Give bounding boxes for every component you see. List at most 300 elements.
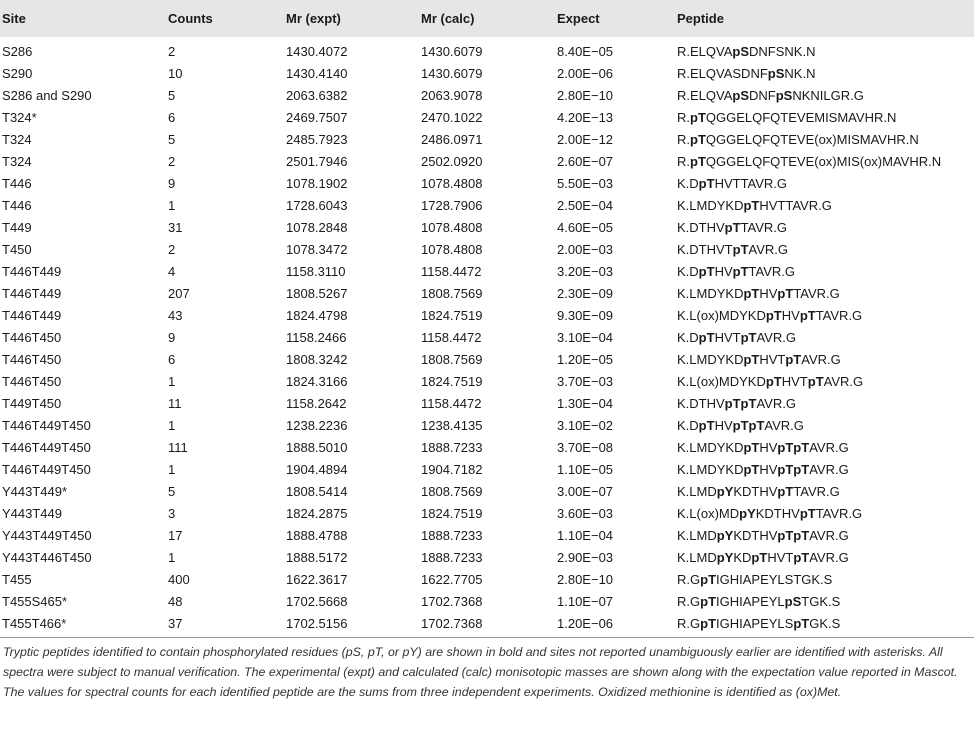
cell-mr-calc: 1078.4808 [421, 242, 483, 257]
cell-site: T446T449 [2, 264, 62, 279]
cell-mr-calc: 2502.0920 [421, 154, 483, 169]
cell-mr-calc: 1888.7233 [421, 550, 483, 565]
phospho-residue: pS [732, 44, 750, 59]
peptide-segment: HVT [781, 374, 808, 389]
cell-peptide [677, 264, 795, 279]
peptide-segment: AVR.G [748, 242, 789, 257]
table-bottom-rule [0, 637, 974, 638]
cell-peptide [677, 594, 840, 609]
peptide-segment: AVR.G [809, 440, 849, 455]
peptide-segment: NK.N [784, 66, 816, 81]
table-row [0, 481, 974, 503]
cell-mr-expt: 1808.3242 [286, 352, 348, 367]
phospho-residue: pT [700, 572, 717, 587]
cell-mr-expt: 1158.2642 [286, 396, 347, 411]
phospho-residue: pT [765, 374, 782, 389]
phospho-residue: pT [807, 374, 824, 389]
cell-mr-expt: 1888.5010 [286, 440, 348, 455]
peptide-segment: K.D [677, 176, 699, 191]
cell-mr-calc: 1904.7182 [421, 462, 483, 477]
phospho-residue: pT [732, 264, 749, 279]
cell-expect: 1.30E−04 [557, 396, 614, 411]
cell-site: T446T449T450 [2, 418, 91, 433]
cell-expect: 2.80E−10 [557, 88, 614, 103]
header-expect: Expect [557, 11, 600, 26]
peptide-segment: R.G [677, 616, 701, 631]
cell-mr-calc: 1824.7519 [421, 308, 483, 323]
cell-counts: 31 [168, 220, 183, 235]
cell-site: T455T466* [2, 616, 67, 631]
cell-site: T455 [2, 572, 32, 587]
cell-mr-calc: 1078.4808 [421, 176, 483, 191]
phospho-residue: pT [740, 330, 757, 345]
cell-site: T449 [2, 220, 32, 235]
cell-mr-calc: 1888.7233 [421, 440, 483, 455]
phospho-residue: pT [777, 484, 794, 499]
cell-mr-expt: 1238.2236 [286, 418, 348, 433]
peptide-segment: R.G [677, 594, 701, 609]
cell-peptide [677, 616, 840, 631]
cell-site: Y443T449 [2, 506, 62, 521]
cell-counts: 1 [168, 374, 176, 389]
peptide-segment: R. [677, 132, 690, 147]
table-row [0, 239, 974, 261]
cell-mr-calc: 1158.4472 [421, 396, 482, 411]
phospho-residue: pT [700, 594, 717, 609]
table-row [0, 591, 974, 613]
cell-counts: 48 [168, 594, 183, 609]
cell-mr-calc: 1078.4808 [421, 220, 483, 235]
table-row [0, 503, 974, 525]
peptide-segment: TAVR.G [815, 308, 863, 323]
phospho-residue: pT [732, 242, 749, 257]
peptide-segment: DNFSNK.N [749, 44, 816, 59]
cell-mr-expt: 1158.3110 [286, 264, 346, 279]
cell-mr-calc: 1728.7906 [421, 198, 483, 213]
peptide-segment: K.L(ox)MDYKD [677, 374, 766, 389]
phospho-residue: pT [765, 308, 782, 323]
cell-expect: 1.10E−05 [557, 462, 614, 477]
cell-mr-calc: 1824.7519 [421, 506, 483, 521]
cell-peptide [677, 66, 815, 81]
cell-site: S286 [2, 44, 33, 59]
table-row [0, 437, 974, 459]
cell-mr-expt: 1888.5172 [286, 550, 348, 565]
cell-expect: 2.00E−12 [557, 132, 614, 147]
table-row [0, 107, 974, 129]
cell-expect: 1.10E−07 [557, 594, 614, 609]
cell-peptide [677, 308, 862, 323]
cell-counts: 11 [168, 396, 182, 411]
cell-counts: 5 [168, 132, 176, 147]
peptide-segment: KDTHV [733, 484, 778, 499]
phospho-residue: pT [777, 286, 794, 301]
peptide-segment: K.LMDYKD [677, 352, 744, 367]
phospho-residue: pT [743, 352, 760, 367]
phospho-residue: pTpT [777, 462, 810, 477]
peptide-segment: IGHIAPEYLSTGK.S [716, 572, 833, 587]
cell-peptide [677, 550, 849, 565]
phospho-residue: pTpT [777, 528, 810, 543]
cell-site: Y443T449* [2, 484, 68, 499]
cell-mr-calc: 1808.7569 [421, 352, 483, 367]
cell-mr-expt: 1824.3166 [286, 374, 348, 389]
phospho-residue: pT [743, 198, 760, 213]
peptide-segment: HV [759, 462, 778, 477]
cell-site: T446T450 [2, 330, 62, 345]
cell-mr-expt: 1430.4140 [286, 66, 348, 81]
peptide-segment: HV [759, 440, 778, 455]
peptide-segment: QGGELQFQTEVE(ox)MISMAVHR.N [705, 132, 919, 147]
phospho-residue: pS [767, 66, 785, 81]
peptide-segment: K.DTHV [677, 220, 725, 235]
cell-counts: 9 [168, 176, 176, 191]
table-row [0, 129, 974, 151]
cell-expect: 5.50E−03 [557, 176, 614, 191]
cell-expect: 9.30E−09 [557, 308, 614, 323]
cell-counts: 2 [168, 154, 176, 169]
phospho-residue: pT [793, 550, 810, 565]
cell-expect: 3.20E−03 [557, 264, 614, 279]
cell-peptide [677, 440, 849, 455]
peptide-segment: KD [733, 550, 752, 565]
phospho-residue: pT [743, 462, 760, 477]
cell-expect: 3.60E−03 [557, 506, 614, 521]
peptide-segment: DNF [749, 88, 776, 103]
table-row [0, 547, 974, 569]
cell-mr-expt: 1728.6043 [286, 198, 348, 213]
peptide-segment: HVT [767, 550, 794, 565]
peptide-segment: TAVR.G [748, 264, 795, 279]
cell-peptide [677, 110, 896, 125]
table-row [0, 569, 974, 591]
peptide-segment: HV [781, 308, 800, 323]
peptide-segment: K.D [677, 330, 699, 345]
cell-site: T446 [2, 198, 32, 213]
peptide-segment: R.ELQVA [677, 88, 733, 103]
cell-expect: 1.10E−04 [557, 528, 614, 543]
cell-counts: 5 [168, 88, 176, 103]
peptide-segment: AVR.G [756, 330, 796, 345]
cell-mr-expt: 2501.7946 [286, 154, 348, 169]
peptide-segment: R. [677, 154, 690, 169]
cell-mr-calc: 1888.7233 [421, 528, 483, 543]
cell-site: T455S465* [2, 594, 68, 609]
cell-peptide [677, 418, 804, 433]
table-row [0, 173, 974, 195]
peptide-segment: AVR.G [756, 396, 796, 411]
table-row [0, 305, 974, 327]
cell-mr-calc: 1158.4472 [421, 264, 482, 279]
header-mr-calc: Mr (calc) [421, 11, 475, 26]
table-row [0, 459, 974, 481]
cell-site: T446T449 [2, 286, 62, 301]
cell-mr-calc: 1430.6079 [421, 66, 483, 81]
cell-counts: 43 [168, 308, 183, 323]
cell-counts: 1 [168, 550, 176, 565]
peptide-segment: K.LMD [677, 484, 717, 499]
cell-peptide [677, 286, 840, 301]
table-row [0, 85, 974, 107]
cell-counts: 207 [168, 286, 190, 301]
phospho-residue: pTpT [724, 396, 757, 411]
peptide-segment: K.LMDYKD [677, 462, 744, 477]
phospho-residue: pY [716, 550, 734, 565]
cell-mr-calc: 1702.7368 [421, 616, 483, 631]
table-row [0, 525, 974, 547]
peptide-segment: K.LMDYKD [677, 198, 744, 213]
cell-mr-calc: 1430.6079 [421, 44, 483, 59]
cell-mr-expt: 1808.5414 [286, 484, 348, 499]
header-peptide: Peptide [677, 11, 724, 26]
cell-expect: 8.40E−05 [557, 44, 614, 59]
table-header-row [0, 0, 974, 37]
peptide-segment: K.LMD [677, 528, 717, 543]
cell-site: T446T449T450 [2, 440, 91, 455]
cell-counts: 1 [168, 418, 176, 433]
peptide-segment: TAVR.G [815, 506, 863, 521]
cell-counts: 5 [168, 484, 176, 499]
cell-mr-expt: 1824.4798 [286, 308, 348, 323]
cell-counts: 9 [168, 330, 176, 345]
cell-mr-expt: 1158.2466 [286, 330, 347, 345]
table-footnote: Tryptic peptides identified to contain phosphorylated residues (pS, pT, or pY) are shown in bold and sites not reported unambiguously earlier are identified with asterisks. All spectra were subject to manual verification. The experimental (expt) and calculated (calc) monisotopic masses are shown along with the expectation value reported in Mascot. The values for spectral counts for each identified peptide are the sums from three independent experiments. Oxidized methionine is identified as (ox)Met. [3, 645, 958, 699]
cell-peptide [677, 88, 864, 103]
table-row [0, 63, 974, 85]
cell-peptide [677, 572, 832, 587]
peptide-segment: R.G [677, 572, 701, 587]
cell-expect: 3.70E−08 [557, 440, 614, 455]
phospho-residue: pT [690, 132, 706, 147]
peptide-segment: AVR.G [809, 462, 849, 477]
cell-counts: 37 [168, 616, 183, 631]
cell-expect: 4.60E−05 [557, 220, 614, 235]
cell-site: T446T449T450 [2, 462, 91, 477]
table-row [0, 41, 974, 63]
table-row [0, 217, 974, 239]
cell-mr-expt: 1078.2848 [286, 220, 348, 235]
phospho-residue: pT [724, 220, 741, 235]
phospho-residue: pY [739, 506, 756, 521]
phospho-residue: pT [743, 440, 760, 455]
peptide-segment: HVT [759, 352, 786, 367]
cell-expect: 1.20E−05 [557, 352, 614, 367]
phospho-residue: pTpT [732, 418, 765, 433]
cell-mr-calc: 2063.9078 [421, 88, 483, 103]
phospho-residue: pT [698, 330, 715, 345]
phospho-residue: pT [698, 264, 715, 279]
cell-site: S290 [2, 66, 33, 81]
cell-peptide [677, 132, 919, 147]
cell-mr-calc: 2470.1022 [421, 110, 483, 125]
cell-mr-expt: 1702.5156 [286, 616, 348, 631]
cell-site: Y443T446T450 [2, 550, 92, 565]
table-row [0, 613, 974, 635]
phospho-residue: pT [799, 506, 816, 521]
cell-expect: 2.60E−07 [557, 154, 614, 169]
peptide-segment: K.LMDYKD [677, 286, 744, 301]
cell-counts: 3 [168, 506, 176, 521]
peptide-segment: TAVR.G [793, 484, 840, 499]
cell-mr-expt: 2469.7507 [286, 110, 348, 125]
cell-mr-expt: 1808.5267 [286, 286, 348, 301]
cell-peptide [677, 352, 841, 367]
cell-peptide [677, 220, 787, 235]
peptide-segment: R.ELQVASDNF [677, 66, 768, 81]
cell-mr-calc: 1808.7569 [421, 286, 483, 301]
cell-counts: 1 [168, 198, 176, 213]
peptide-segment: QGGELQFQTEVE(ox)MIS(ox)MAVHR.N [705, 154, 942, 169]
cell-counts: 2 [168, 44, 176, 59]
cell-site: T324 [2, 132, 32, 147]
phospho-residue: pT [751, 550, 768, 565]
table-row [0, 371, 974, 393]
cell-site: T446T450 [2, 352, 62, 367]
phospho-residue: pT [793, 616, 810, 631]
peptide-segment: AVR.G [801, 352, 841, 367]
cell-counts: 6 [168, 110, 176, 125]
peptide-segment: TAVR.G [740, 220, 788, 235]
phospho-residue: pS [732, 88, 750, 103]
phospho-residue: pT [690, 110, 706, 125]
peptide-segment: K.DTHVT [677, 242, 733, 257]
peptide-segment: K.LMD [677, 550, 717, 565]
peptide-segment: AVR.G [809, 528, 849, 543]
peptide-segment: R. [677, 110, 690, 125]
cell-counts: 17 [168, 528, 183, 543]
peptide-segment: NKNILGR.G [792, 88, 864, 103]
peptide-segment: HV [714, 418, 733, 433]
phospho-residue: pT [700, 616, 717, 631]
peptide-segment: K.D [677, 264, 699, 279]
peptide-segment: HV [714, 264, 733, 279]
cell-counts: 1 [168, 462, 176, 477]
table-row [0, 349, 974, 371]
cell-peptide [677, 374, 863, 389]
cell-mr-calc: 2486.0971 [421, 132, 483, 147]
cell-expect: 2.80E−10 [557, 572, 614, 587]
phospho-residue: pT [799, 308, 816, 323]
cell-mr-expt: 1622.3617 [286, 572, 348, 587]
cell-peptide [677, 330, 796, 345]
table-row [0, 327, 974, 349]
cell-peptide [677, 528, 849, 543]
cell-expect: 2.90E−03 [557, 550, 614, 565]
peptide-segment: K.LMDYKD [677, 440, 744, 455]
table-row [0, 151, 974, 173]
peptide-segment: AVR.G [809, 550, 849, 565]
cell-site: T446T449 [2, 308, 62, 323]
cell-peptide [677, 44, 815, 59]
cell-counts: 10 [168, 66, 183, 81]
peptide-segment: HVT [714, 330, 741, 345]
cell-mr-calc: 1158.4472 [421, 330, 482, 345]
cell-peptide [677, 506, 862, 521]
peptide-segment: K.L(ox)MD [677, 506, 740, 521]
cell-expect: 3.10E−04 [557, 330, 614, 345]
table-row [0, 415, 974, 437]
peptide-segment: R.ELQVA [677, 44, 733, 59]
cell-mr-expt: 1078.3472 [286, 242, 348, 257]
cell-mr-expt: 1904.4894 [286, 462, 348, 477]
cell-mr-calc: 1824.7519 [421, 374, 483, 389]
phospho-residue: pS [775, 88, 793, 103]
cell-mr-expt: 1824.2875 [286, 506, 348, 521]
cell-mr-calc: 1702.7368 [421, 594, 483, 609]
cell-mr-calc: 1238.4135 [421, 418, 483, 433]
header-mr-expt: Mr (expt) [286, 11, 341, 26]
peptide-segment: QGGELQFQTEVEMISMAVHR.N [705, 110, 897, 125]
peptide-segment: K.L(ox)MDYKD [677, 308, 766, 323]
peptide-segment: IGHIAPEYL [716, 594, 785, 609]
phospho-residue: pY [716, 484, 734, 499]
peptide-segment: AVR.G [823, 374, 864, 389]
cell-expect: 3.10E−02 [557, 418, 614, 433]
cell-expect: 2.00E−03 [557, 242, 614, 257]
peptide-segment: IGHIAPEYLS [716, 616, 794, 631]
cell-expect: 1.20E−06 [557, 616, 614, 631]
cell-expect: 2.50E−04 [557, 198, 614, 213]
cell-site: T324* [2, 110, 37, 125]
peptide-segment: HVTTAVR.G [759, 198, 832, 213]
table-row [0, 393, 974, 415]
phospho-residue: pS [784, 594, 802, 609]
cell-expect: 2.00E−06 [557, 66, 614, 81]
cell-mr-calc: 1808.7569 [421, 484, 483, 499]
cell-mr-expt: 2485.7923 [286, 132, 348, 147]
cell-expect: 3.70E−03 [557, 374, 614, 389]
phospho-residue: pY [716, 528, 734, 543]
cell-site: T449T450 [2, 396, 62, 411]
peptide-segment: HVTTAVR.G [714, 176, 788, 191]
phospho-residue: pT [698, 176, 715, 191]
cell-expect: 4.20E−13 [557, 110, 614, 125]
peptide-segment: KDTHV [755, 506, 800, 521]
cell-site: T446T450 [2, 374, 62, 389]
cell-peptide [677, 176, 787, 191]
cell-mr-expt: 1430.4072 [286, 44, 348, 59]
phospho-residue: pT [690, 154, 706, 169]
cell-expect: 3.00E−07 [557, 484, 614, 499]
cell-mr-expt: 1702.5668 [286, 594, 348, 609]
cell-mr-calc: 1622.7705 [421, 572, 483, 587]
cell-expect: 2.30E−09 [557, 286, 614, 301]
table-row [0, 283, 974, 305]
cell-counts: 6 [168, 352, 176, 367]
table-row [0, 195, 974, 217]
peptide-segment: K.D [677, 418, 699, 433]
cell-peptide [677, 484, 840, 499]
cell-counts: 400 [168, 572, 190, 587]
cell-peptide [677, 242, 788, 257]
table-body [0, 41, 974, 635]
peptide-segment: HV [759, 286, 778, 301]
cell-peptide [677, 462, 849, 477]
cell-mr-expt: 2063.6382 [286, 88, 348, 103]
cell-mr-expt: 1888.4788 [286, 528, 348, 543]
peptide-segment: AVR.G [764, 418, 804, 433]
cell-peptide [677, 396, 796, 411]
cell-site: T450 [2, 242, 32, 257]
cell-site: T446 [2, 176, 32, 191]
header-site: Site [2, 11, 26, 26]
peptide-segment: K.DTHV [677, 396, 725, 411]
table-row [0, 261, 974, 283]
cell-peptide [677, 198, 832, 213]
peptide-segment: GK.S [809, 616, 841, 631]
peptide-segment: KDTHV [733, 528, 778, 543]
phospho-residue: pT [698, 418, 715, 433]
